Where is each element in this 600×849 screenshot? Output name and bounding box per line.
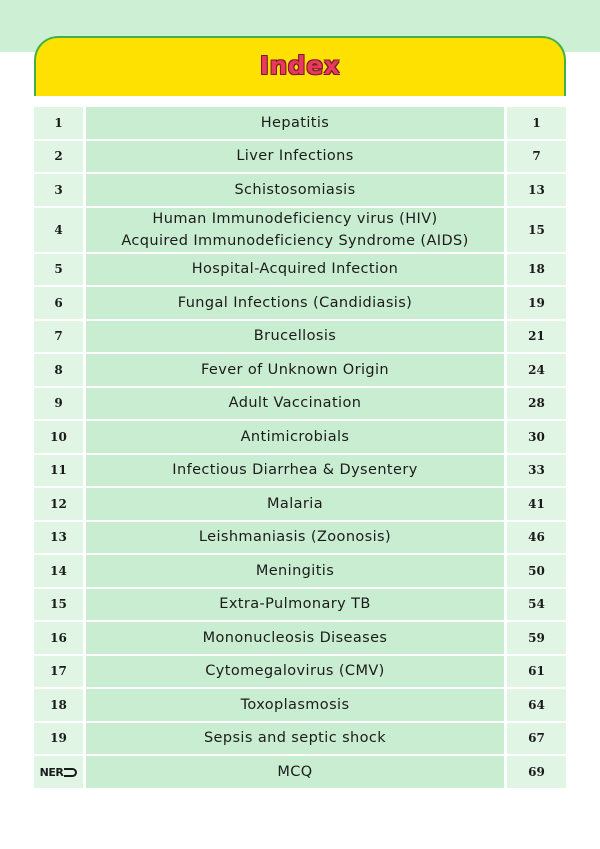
page-number: 18 <box>507 254 566 286</box>
chapter-title[interactable]: Mononucleosis Diseases <box>83 622 507 654</box>
chapter-title[interactable]: Sepsis and septic shock <box>83 723 507 755</box>
page-number: 24 <box>507 354 566 386</box>
chapter-title[interactable]: Malaria <box>83 488 507 520</box>
chapter-number: 10 <box>34 421 83 453</box>
page-number: 46 <box>507 522 566 554</box>
chapter-title[interactable]: Extra-Pulmonary TB <box>83 589 507 621</box>
chapter-number: 6 <box>34 287 83 319</box>
chapter-title[interactable]: Hepatitis <box>83 107 507 139</box>
chapter-number: 2 <box>34 141 83 173</box>
page-number: 41 <box>507 488 566 520</box>
nerd-logo-text: NER <box>39 765 64 779</box>
table-row[interactable] <box>34 689 566 721</box>
chapter-number: 3 <box>34 174 83 206</box>
table-row[interactable] <box>34 723 566 755</box>
page-number: 33 <box>507 455 566 487</box>
page-title: Index <box>259 51 341 80</box>
chapter-title[interactable]: Fungal Infections (Candidiasis) <box>83 287 507 319</box>
chapter-number: 18 <box>34 689 83 721</box>
chapter-title[interactable]: Meningitis <box>83 555 507 587</box>
chapter-title[interactable]: Antimicrobials <box>83 421 507 453</box>
page-number: 28 <box>507 388 566 420</box>
index-header <box>34 36 566 96</box>
chapter-number: 14 <box>34 555 83 587</box>
chapter-title[interactable] <box>83 208 507 252</box>
page-number: 15 <box>507 208 566 252</box>
page-number: 61 <box>507 656 566 688</box>
table-row[interactable] <box>34 589 566 621</box>
chapter-number: 7 <box>34 321 83 353</box>
chapter-title[interactable]: Adult Vaccination <box>83 388 507 420</box>
chapter-number: 11 <box>34 455 83 487</box>
chapter-number: 9 <box>34 388 83 420</box>
page-number: 7 <box>507 141 566 173</box>
page-number: 19 <box>507 287 566 319</box>
chapter-number: 15 <box>34 589 83 621</box>
chapter-number: 19 <box>34 723 83 755</box>
index-table <box>34 105 566 790</box>
nerd-logo <box>40 766 78 779</box>
chapter-title-line: Acquired Immunodeficiency Syndrome (AIDS) <box>121 232 469 249</box>
chapter-number: 16 <box>34 622 83 654</box>
table-row[interactable] <box>34 321 566 353</box>
page-number: 21 <box>507 321 566 353</box>
chapter-number: 17 <box>34 656 83 688</box>
chapter-title[interactable]: Fever of Unknown Origin <box>83 354 507 386</box>
nerd-logo-d-shape <box>64 768 77 777</box>
chapter-title[interactable]: Leishmaniasis (Zoonosis) <box>83 522 507 554</box>
chapter-title[interactable]: Cytomegalovirus (CMV) <box>83 656 507 688</box>
chapter-number: 13 <box>34 522 83 554</box>
table-row[interactable] <box>34 455 566 487</box>
table-row[interactable] <box>34 522 566 554</box>
page-number: 67 <box>507 723 566 755</box>
page-number: 54 <box>507 589 566 621</box>
chapter-title[interactable]: Schistosomiasis <box>83 174 507 206</box>
chapter-number: 5 <box>34 254 83 286</box>
table-row[interactable] <box>34 107 566 139</box>
table-row[interactable] <box>34 756 566 788</box>
chapter-title[interactable]: Brucellosis <box>83 321 507 353</box>
table-row[interactable] <box>34 174 566 206</box>
chapter-title[interactable]: Hospital-Acquired Infection <box>83 254 507 286</box>
page-number: 30 <box>507 421 566 453</box>
page-number: 64 <box>507 689 566 721</box>
chapter-title[interactable]: Liver Infections <box>83 141 507 173</box>
chapter-title[interactable]: MCQ <box>83 756 507 788</box>
table-row[interactable] <box>34 254 566 286</box>
chapter-title-line: Human Immunodeficiency virus (HIV) <box>152 210 438 227</box>
table-row[interactable] <box>34 421 566 453</box>
nerd-logo-cell <box>34 756 83 788</box>
page-number: 1 <box>507 107 566 139</box>
table-row[interactable] <box>34 622 566 654</box>
table-row[interactable] <box>34 488 566 520</box>
chapter-number: 12 <box>34 488 83 520</box>
table-row[interactable] <box>34 354 566 386</box>
page-number: 13 <box>507 174 566 206</box>
table-row[interactable] <box>34 287 566 319</box>
chapter-number: 1 <box>34 107 83 139</box>
chapter-title[interactable]: Toxoplasmosis <box>83 689 507 721</box>
chapter-title[interactable]: Infectious Diarrhea & Dysentery <box>83 455 507 487</box>
table-row[interactable] <box>34 141 566 173</box>
chapter-number: 8 <box>34 354 83 386</box>
table-row[interactable] <box>34 656 566 688</box>
table-row[interactable] <box>34 555 566 587</box>
page-number: 59 <box>507 622 566 654</box>
table-row[interactable] <box>34 388 566 420</box>
page-number: 69 <box>507 756 566 788</box>
chapter-number: 4 <box>34 208 83 252</box>
page-number: 50 <box>507 555 566 587</box>
table-row[interactable] <box>34 208 566 252</box>
